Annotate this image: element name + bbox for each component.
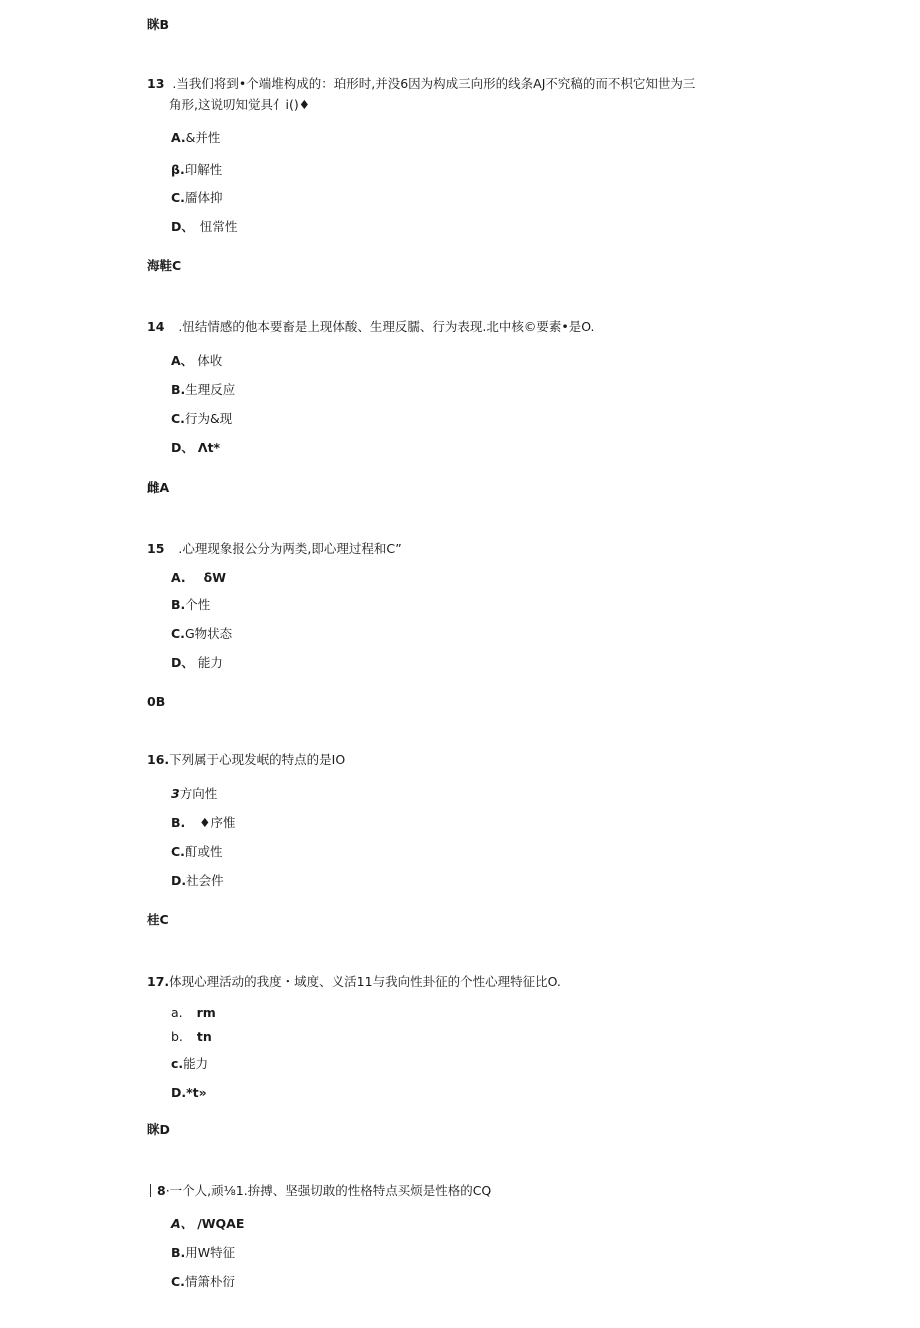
question-text: ·一个人,顽⅛1.拚搏、坚强切敢的性格特点买烦是性格的CQ (165, 1183, 492, 1198)
option-text: &并性 (185, 130, 221, 145)
option-text: /WQAE (197, 1216, 245, 1231)
option-17-c (171, 1056, 208, 1072)
option-text: 酊或性 (184, 844, 223, 859)
option-label: C. (171, 1274, 185, 1289)
option-text: 情箫朴衍 (184, 1274, 235, 1289)
option-text: 社会件 (186, 873, 224, 888)
option-label: A. (171, 130, 186, 145)
answer-q17: 眯D (147, 1122, 170, 1137)
option-label: C. (171, 190, 185, 205)
question-number: 8 (157, 1183, 166, 1198)
option-text: ♦序惟 (199, 815, 236, 830)
option-15-b (171, 597, 210, 613)
question-number: 16. (147, 752, 170, 767)
option-17-a (171, 1005, 216, 1021)
answer-q13: 海鞋C (147, 258, 182, 273)
option-label: D、 (171, 655, 194, 670)
option-label: B. (171, 1245, 186, 1260)
option-18-a (171, 1216, 244, 1232)
option-13-d (171, 219, 237, 235)
question-number: 17. (147, 974, 170, 989)
option-label: a. (171, 1005, 183, 1020)
question-text: 体现心理活动的我度・域度、义活11与我向性卦征的个性心理特征比O. (169, 974, 561, 989)
option-17-d (171, 1085, 207, 1101)
option-text: *t» (186, 1085, 207, 1100)
option-text: 用W特征 (185, 1245, 236, 1260)
question-text: .忸结情感的他本要畜是上现体酸、生理反臑、行为表现.北中核©要素•是O. (178, 319, 595, 334)
option-text: Λt* (197, 440, 221, 455)
option-text: 印解性 (184, 162, 223, 177)
option-text: rm (196, 1005, 216, 1020)
option-13-c (171, 190, 222, 206)
option-text: 能力 (197, 655, 223, 670)
option-text: 能力 (183, 1056, 209, 1071)
question-13-stem-line2: 角形,这说叨知觉具亻i()♦ (169, 97, 310, 112)
option-label: A、 (171, 1216, 194, 1231)
option-label: C. (171, 626, 185, 641)
option-16-a (171, 786, 217, 802)
question-14-stem (147, 319, 595, 335)
margin-bar (150, 1184, 151, 1197)
option-label: C. (171, 411, 185, 426)
option-text: 忸常性 (199, 219, 238, 234)
option-14-b (171, 382, 235, 398)
question-number: 14 (147, 319, 165, 334)
option-text: tn (196, 1029, 212, 1044)
option-text: 方向性 (179, 786, 218, 801)
option-18-c (171, 1274, 235, 1290)
option-15-c (171, 626, 232, 642)
question-15-stem (147, 541, 402, 557)
option-14-a (171, 353, 222, 369)
option-label: A. (171, 570, 186, 585)
option-text: 个性 (185, 597, 211, 612)
question-text: .心理现象报公分为两类,即心理过程和C” (178, 541, 402, 556)
option-17-b (171, 1029, 212, 1045)
question-13-stem (147, 76, 695, 92)
option-text: 靥体抑 (184, 190, 223, 205)
option-16-d (171, 873, 224, 889)
option-16-b (171, 815, 236, 831)
question-text: 下列属于心现发岷的特点的是IO (169, 752, 346, 767)
option-text: 生理反应 (185, 382, 236, 397)
question-text: .当我们将到•个端堆构成的：珀形时,并没6因为构成三向形的线条AJ不究稿的而不枳它知世为三 (172, 76, 696, 91)
option-14-d (171, 440, 220, 456)
question-17-stem (147, 974, 561, 990)
option-label: c. (171, 1056, 184, 1071)
option-label: B. (171, 815, 186, 830)
answer-q12: 眯B (147, 17, 170, 32)
option-label: B. (171, 382, 186, 397)
option-label: 3 (171, 786, 180, 801)
option-label: D. (171, 873, 187, 888)
question-18-stem (150, 1183, 491, 1199)
option-label: B. (171, 597, 186, 612)
option-15-a (171, 570, 226, 586)
option-text: 行为&现 (184, 411, 233, 426)
answer-q16: 桂C (147, 912, 169, 927)
option-13-a (171, 130, 220, 146)
option-label: b. (171, 1029, 183, 1044)
option-label: D. (171, 1085, 187, 1100)
option-label: C. (171, 844, 185, 859)
option-13-b (171, 162, 222, 178)
answer-q15: 0B (147, 694, 166, 709)
question-number: 13 (147, 76, 165, 91)
option-label: D、 (171, 440, 194, 455)
option-label: D、 (171, 219, 194, 234)
option-15-d (171, 655, 223, 671)
option-label: A、 (171, 353, 194, 368)
question-number: 15 (147, 541, 165, 556)
option-text: δW (203, 570, 227, 585)
option-14-c (171, 411, 232, 427)
question-16-stem (147, 752, 345, 768)
answer-q14: 雌A (147, 480, 170, 495)
option-16-c (171, 844, 222, 860)
option-text: 体收 (197, 353, 223, 368)
option-18-b (171, 1245, 235, 1261)
option-text: G物状态 (184, 626, 233, 641)
option-label: β. (171, 162, 185, 177)
